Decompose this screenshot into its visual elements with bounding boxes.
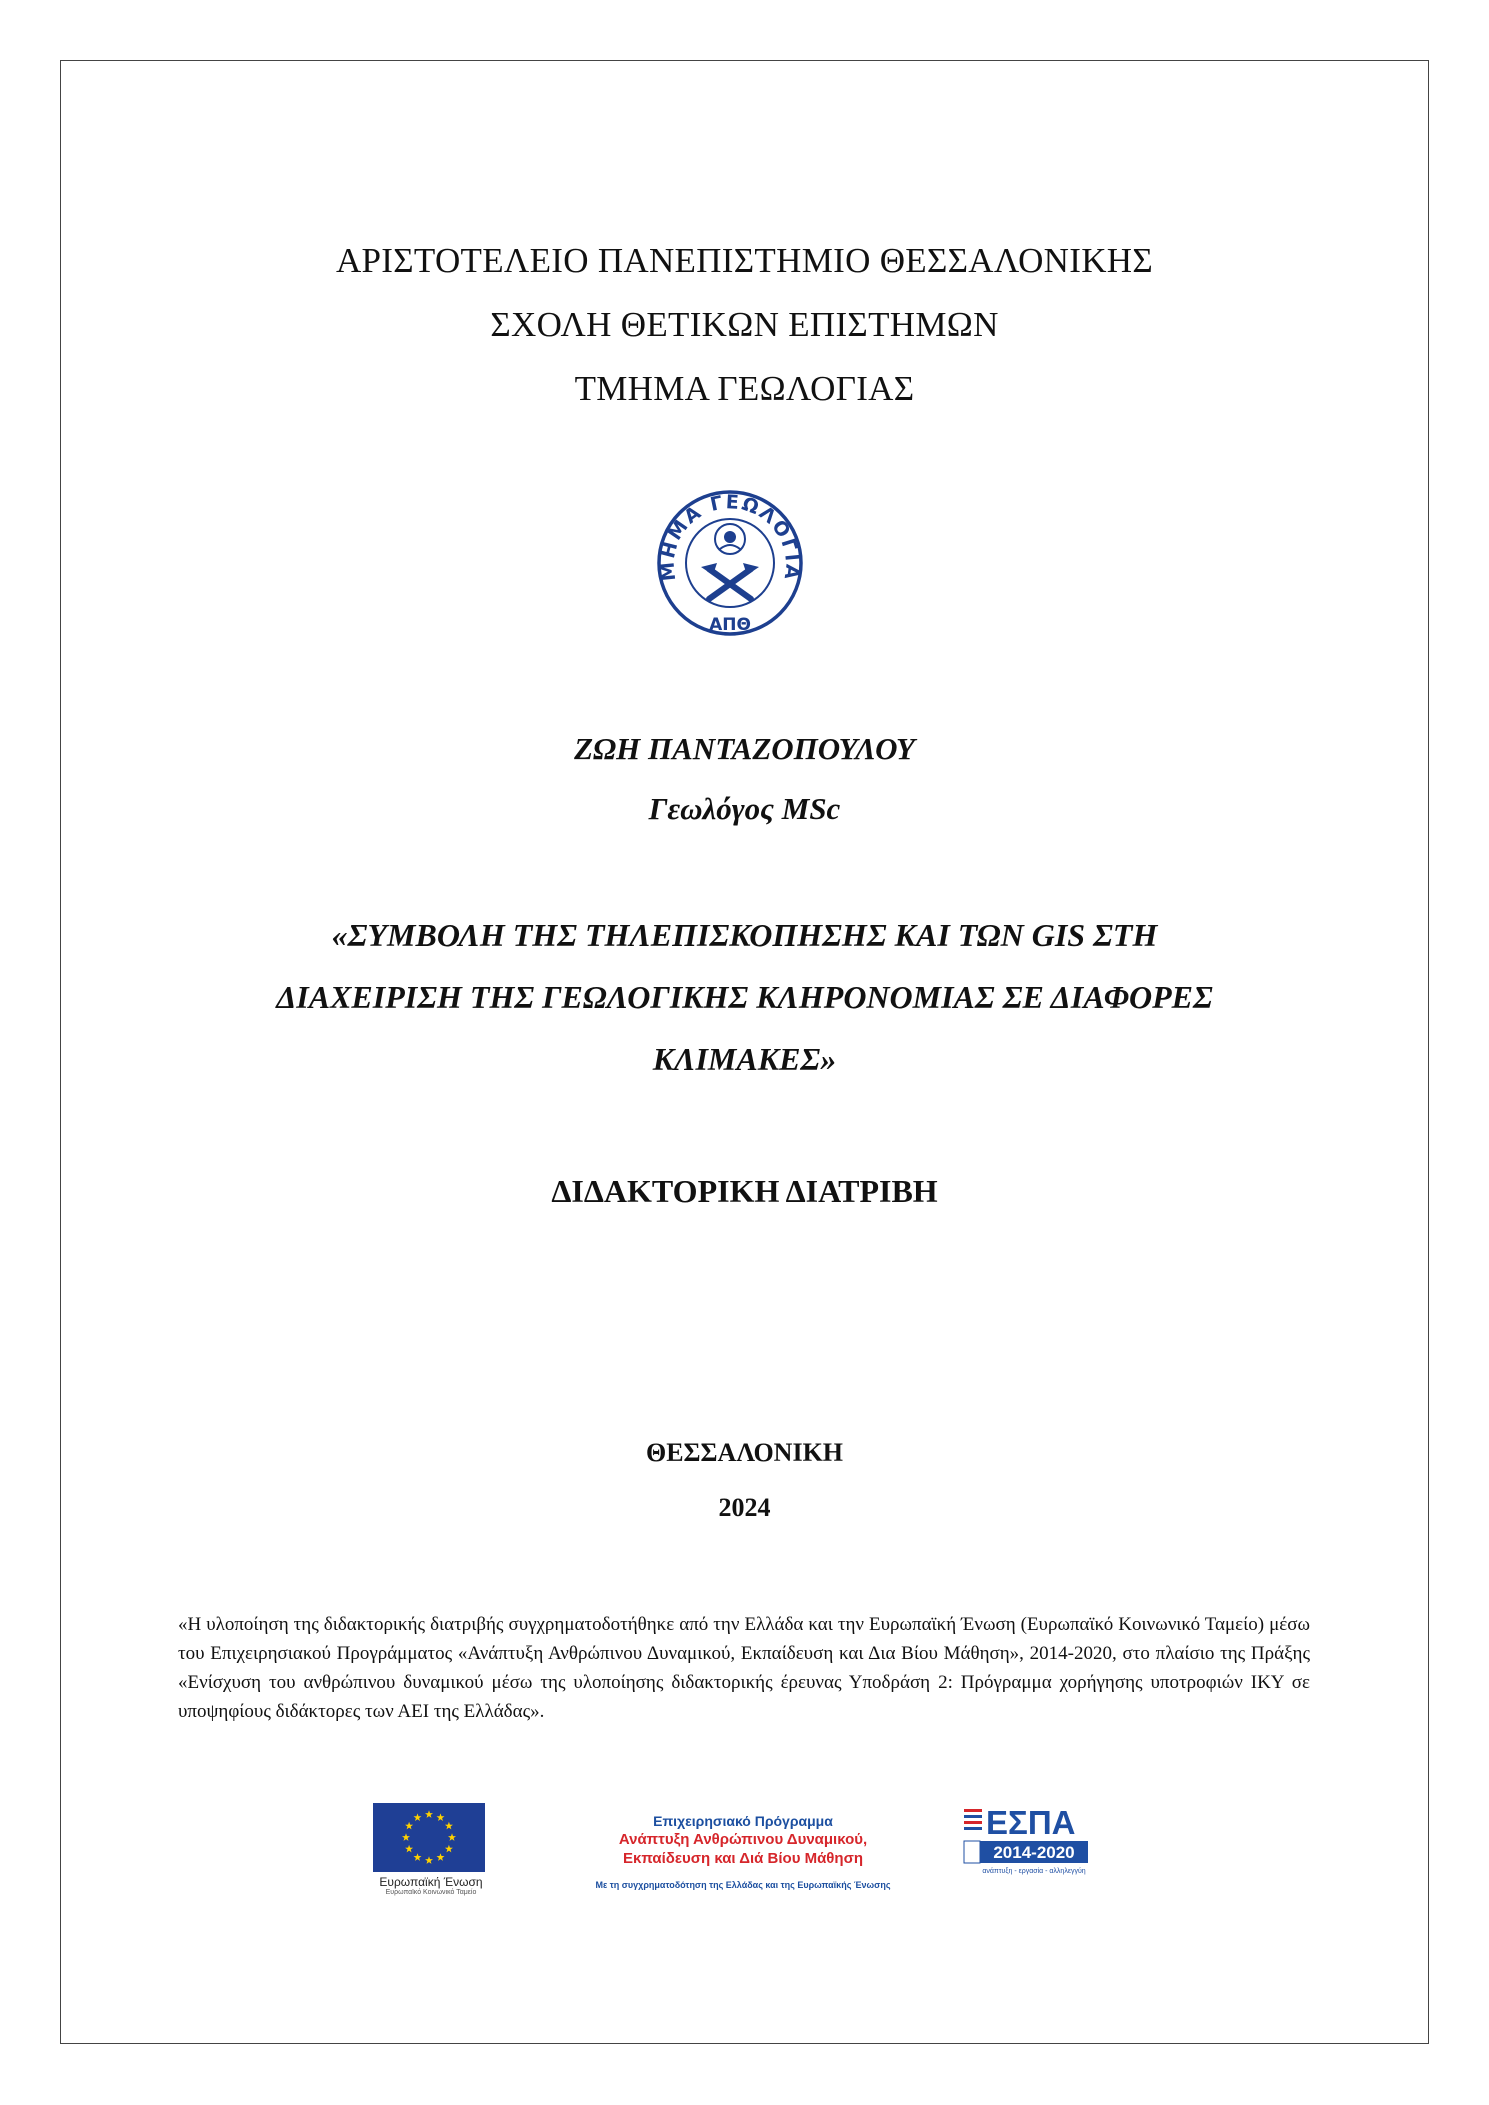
- thesis-type: ΔΙΔΑΚΤΟΡΙΚΗ ΔΙΑΤΡΙΒΗ: [551, 1173, 938, 1209]
- city: ΘΕΣΣΑΛΟΝΙΚΗ: [645, 1438, 844, 1467]
- espa-name: ΕΣΠΑ: [986, 1804, 1076, 1841]
- year: 2024: [718, 1493, 771, 1522]
- author-name: ΖΩΗ ΠΑΝΤΑΖΟΠΟΥΛΟΥ: [574, 731, 915, 766]
- espa-period: 2014-2020: [993, 1843, 1075, 1862]
- espa-logo: [962, 1801, 1092, 1881]
- thesis-title-line-3: ΚΛΙΜΑΚΕΣ»: [652, 1041, 837, 1077]
- op-logo-line-2: Ανάπτυξη Ανθρώπινου Δυναμικού,: [618, 1831, 868, 1848]
- university-name: ΑΡΙΣΤΟΤΕΛΕΙΟ ΠΑΝΕΠΙΣΤΗΜΙΟ ΘΕΣΣΑΛΟΝΙΚΗΣ: [335, 241, 1154, 280]
- op-logo-line-4: Με τη συγχρηματοδότηση της Ελλάδας και της Ευρωπαϊκής Ένωσης: [595, 1880, 891, 1890]
- operational-programme-logo: [563, 1812, 923, 1902]
- thesis-title-line-1: «ΣΥΜΒΟΛΗ ΤΗΣ ΤΗΛΕΠΙΣΚΟΠΗΣΗΣ ΚΑΙ ΤΩΝ GIS ΣΤΗ: [331, 917, 1158, 953]
- school-name: ΣΧΟΛΗ ΘΕΤΙΚΩΝ ΕΠΙΣΤΗΜΩΝ: [490, 305, 999, 344]
- op-logo-line-3: Εκπαίδευση και Διά Βίου Μάθηση: [622, 1850, 864, 1867]
- eu-logo: [373, 1803, 489, 1899]
- thesis-title-line-2: ΔΙΑΧΕΙΡΙΣΗ ΤΗΣ ΓΕΩΛΟΓΙΚΗΣ ΚΛΗΡΟΝΟΜΙΑΣ ΣΕ ΔΙΑΦΟΡΕΣ: [276, 979, 1213, 1015]
- op-logo-line-1: Επιχειρησιακό Πρόγραμμα: [653, 1813, 833, 1829]
- funding-note: «Η υλοποίηση της διδακτορικής διατριβής συγχρηματοδοτήθηκε από την Ελλάδα και την Ευρωπαϊκή Ένωση (Ευρωπαϊκό Κοινωνικό Ταμείο) μέσω του Επιχειρησιακού Προγράμματος «Ανάπτυξη Ανθρώπινου Δυναμικού, Εκπαίδευση και Δια Βίου Μάθηση», 2014-2020, στο πλαίσιο της Πράξης «Ενίσχυση του ανθρώπινου δυναμικού μέσω της υλοποίησης διδακτορικής έρευνας Υποδράση 2: Πρόγραμμα χορήγησης υποτροφιών ΙΚΥ σε υποψηφίους διδάκτορες των ΑΕΙ της Ελλάδας».: [178, 1614, 1310, 1722]
- department-logo: [645, 483, 815, 650]
- eu-logo-line-2: Ευρωπαϊκό Κοινωνικό Ταμείο: [385, 1889, 477, 1896]
- department-name: ΤΜΗΜΑ ΓΕΩΛΟΓΙΑΣ: [574, 369, 915, 408]
- logo-ring-text: ΜΗΜΑ ΓΕΩΛΟΓΙΑ: [656, 491, 804, 583]
- eu-flag-icon: [373, 1803, 485, 1872]
- logo-bottom-text: ΑΠΘ: [709, 615, 751, 635]
- eu-logo-line-1: Ευρωπαϊκή Ένωση: [379, 1875, 483, 1889]
- author-role: Γεωλόγος MSc: [648, 791, 841, 826]
- espa-tagline: ανάπτυξη - εργασία - αλληλεγγύη: [982, 1868, 1086, 1875]
